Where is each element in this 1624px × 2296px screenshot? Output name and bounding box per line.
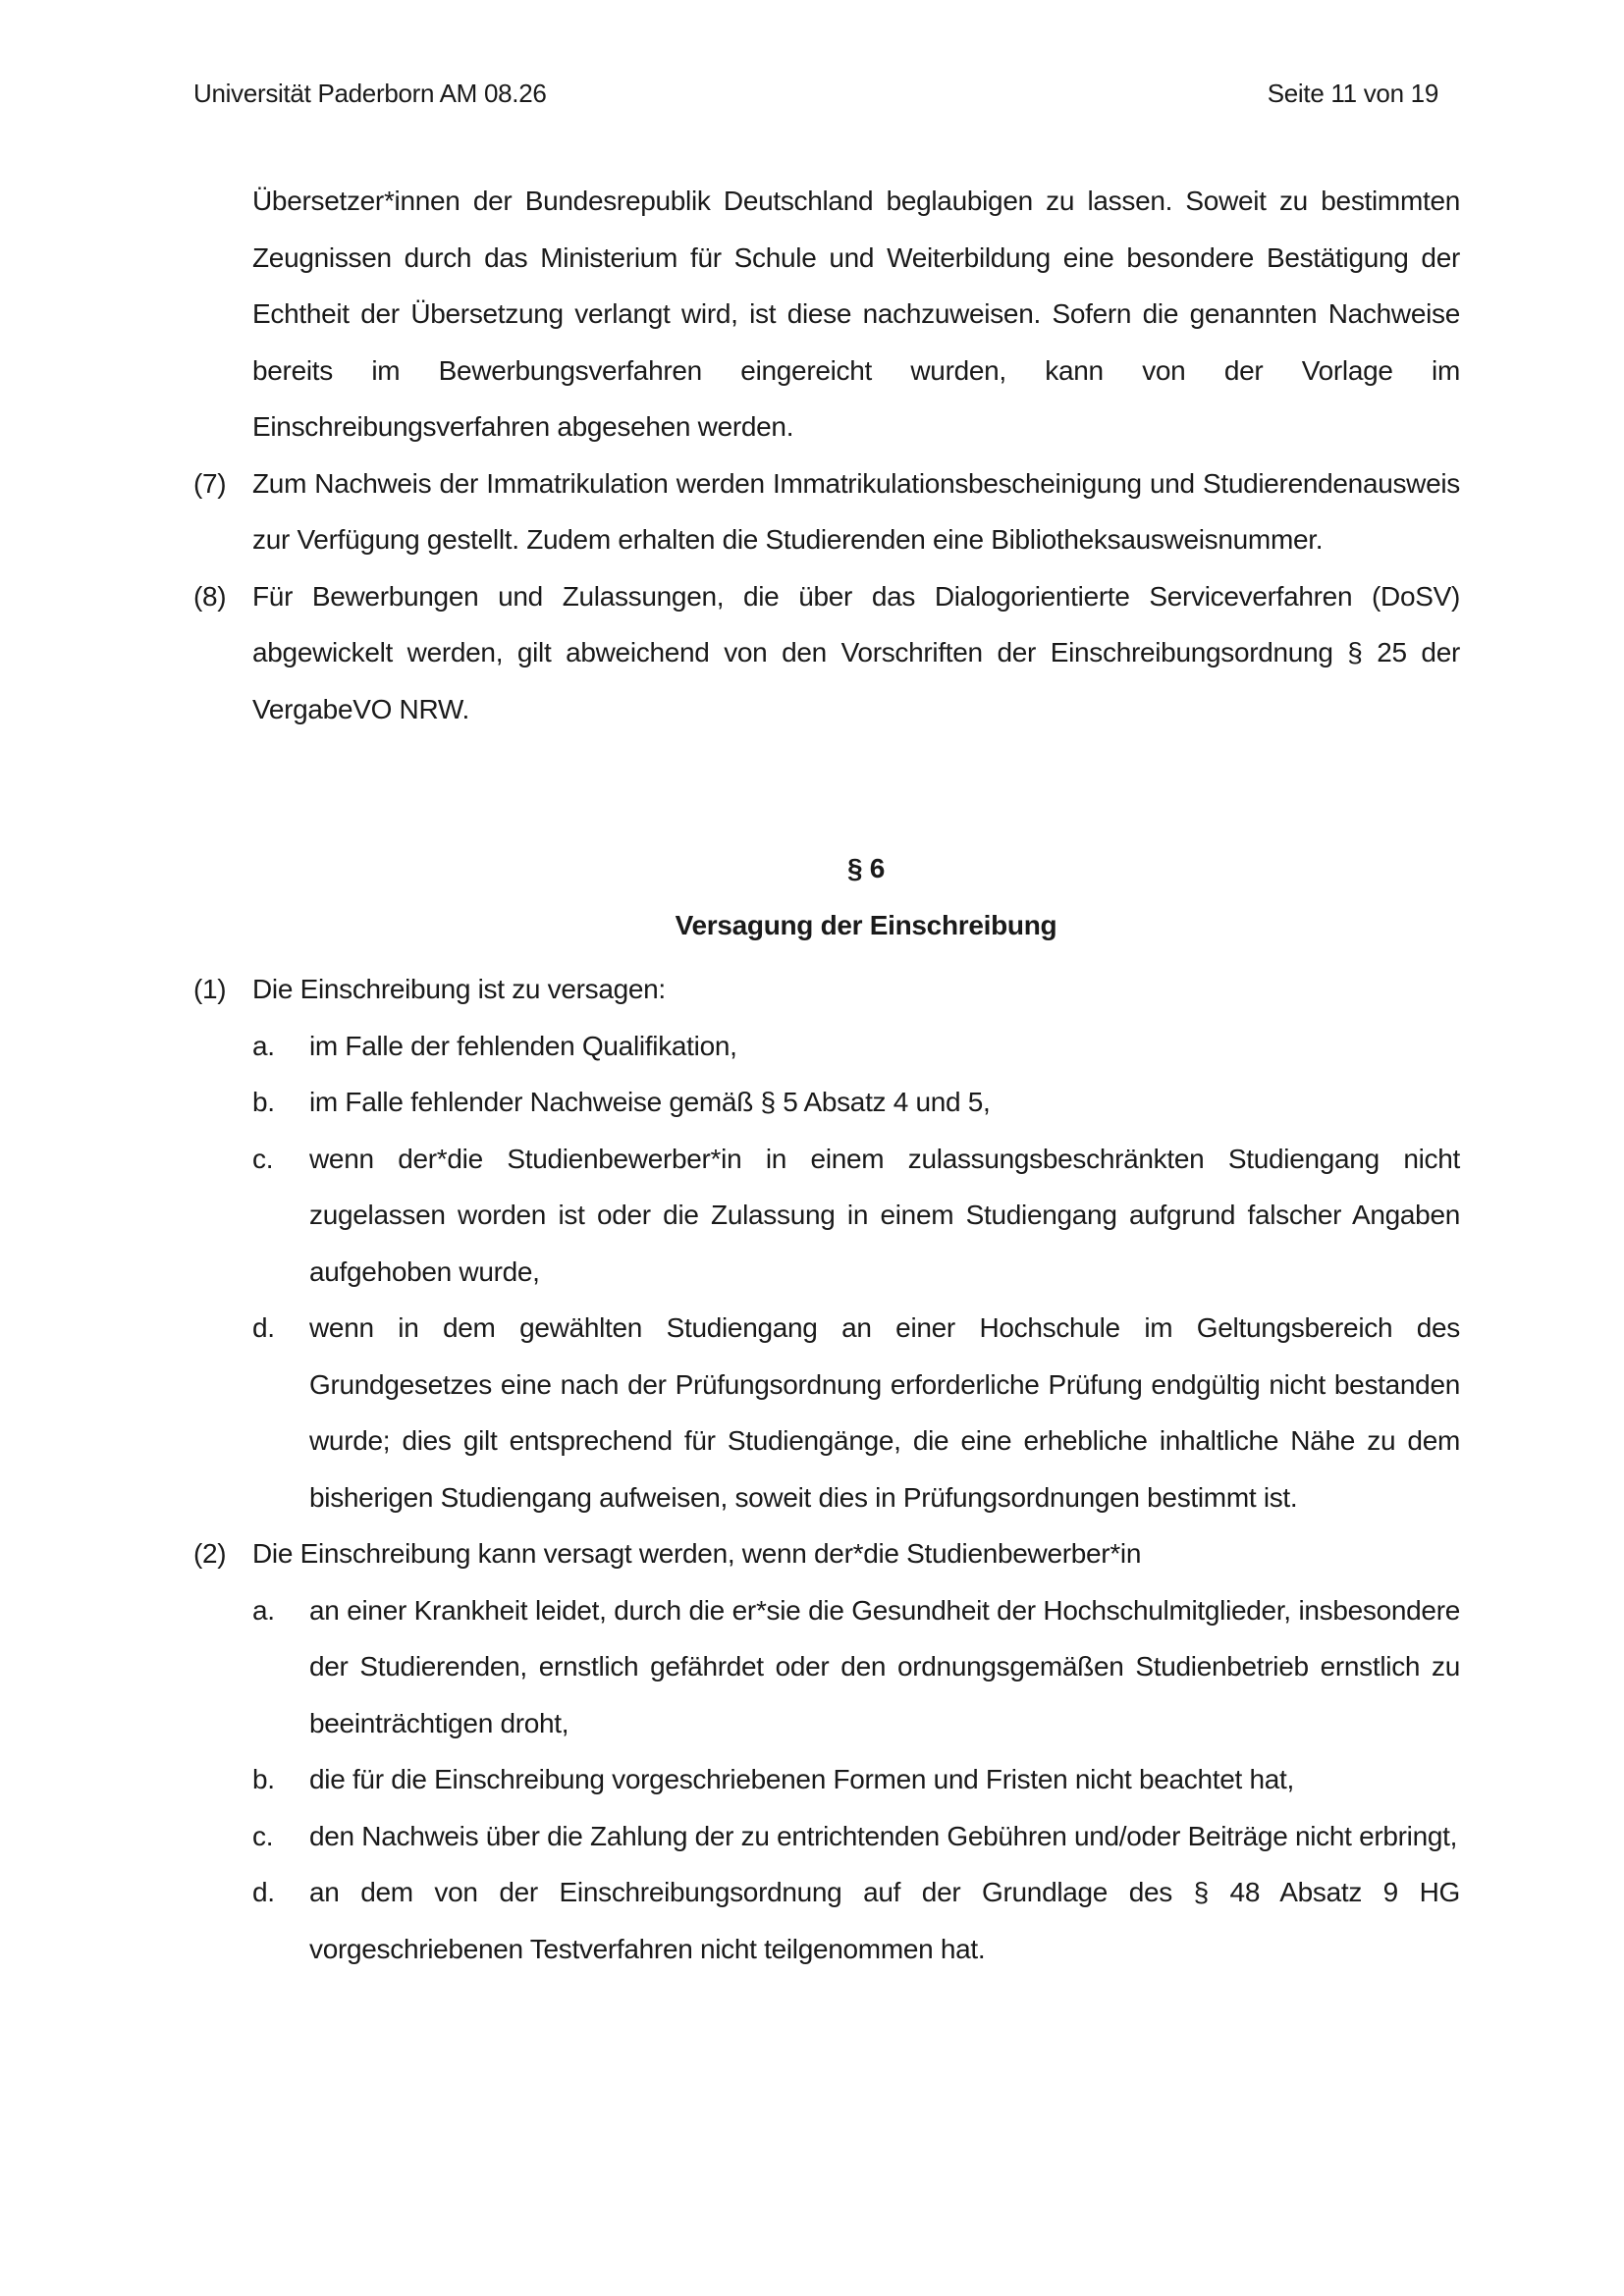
paragraph-number: (7) bbox=[193, 467, 227, 499]
sublist-1 bbox=[252, 1018, 1460, 1526]
list-item bbox=[252, 1074, 1460, 1131]
section-paragraph-2 bbox=[193, 1525, 1460, 1582]
section-title: Versagung der Einschreibung bbox=[675, 909, 1057, 940]
list-letter: b. bbox=[252, 1764, 275, 1794]
list-text: wenn der*die Studienbewerber*in in einem zulassungsbeschränkten Studiengang nicht zugelassen worden ist oder die Zulassung in einem Studiengang aufgrund falscher Angaben aufgehoben wurde, bbox=[309, 1143, 1460, 1287]
list-item bbox=[252, 1131, 1460, 1301]
list-text: wenn in dem gewählten Studiengang an einer Hochschule im Geltungsbereich des Grundgesetzes eine nach der Prüfungsordnung erforderliche Prüfung endgültig nicht bestanden wurde; dies gilt entsprechend für Studiengänge, die eine erhebliche inhaltliche Nähe zu dem bisherigen Studiengang aufweisen, soweit dies in Prüfungsordnungen bestimmt ist. bbox=[309, 1312, 1460, 1513]
list-item bbox=[252, 1018, 1460, 1075]
list-letter: c. bbox=[252, 1143, 274, 1174]
list-letter: d. bbox=[252, 1312, 275, 1343]
paragraph-number: (1) bbox=[193, 974, 227, 1004]
list-text: die für die Einschreibung vorgeschriebenen Formen und Fristen nicht beachtet hat, bbox=[309, 1764, 1294, 1794]
list-text: im Falle fehlender Nachweise gemäß § 5 Absatz 4 und 5, bbox=[309, 1087, 991, 1117]
paragraph-text: Die Einschreibung kann versagt werden, wenn der*die Studienbewerber*in bbox=[252, 1538, 1142, 1569]
paragraph-number: (2) bbox=[193, 1538, 227, 1569]
continuation-paragraph: Übersetzer*innen der Bundesrepublik Deutschland beglaubigen zu lassen. Soweit zu bestimmten Zeugnissen durch das Ministerium für Schule und Weiterbildung eine besondere Bestätigung der Echtheit der Übersetzung verlangt wird, ist diese nachzuweisen. Sofern die genannten Nachweise bereits im Bewerbungsverfahren eingereicht wurden, kann von der Vorlage im Einschreibungsverfahren abgesehen werden. bbox=[252, 186, 1460, 442]
list-item bbox=[252, 1751, 1460, 1808]
list-text: den Nachweis über die Zahlung der zu entrichtenden Gebühren und/oder Beiträge nicht erbringt, bbox=[309, 1820, 1458, 1851]
list-item bbox=[252, 1864, 1460, 1977]
list-letter: b. bbox=[252, 1087, 275, 1117]
paragraph-number: (8) bbox=[193, 580, 227, 612]
list-item bbox=[252, 1808, 1460, 1865]
sublist-2 bbox=[252, 1582, 1460, 1978]
paragraph-text: Für Bewerbungen und Zulassungen, die über das Dialogorientierte Serviceverfahren (DoSV) abgewickelt werden, gilt abweichend von den Vorschriften der Einschreibungsordnung § 25 der VergabeVO NRW. bbox=[252, 580, 1460, 724]
document-reference: Universität Paderborn AM 08.26 bbox=[193, 79, 547, 108]
page-header bbox=[193, 79, 1438, 109]
list-letter: a. bbox=[252, 1030, 275, 1061]
document-body bbox=[193, 173, 1460, 1977]
list-letter: d. bbox=[252, 1877, 275, 1907]
list-item bbox=[252, 1300, 1460, 1525]
list-letter: a. bbox=[252, 1594, 275, 1626]
list-text: an dem von der Einschreibungsordnung auf der Grundlage des § 48 Absatz 9 HG vorgeschriebenen Testverfahren nicht teilgenommen hat. bbox=[309, 1877, 1460, 1964]
page-number: Seite 11 von 19 bbox=[1267, 79, 1438, 108]
list-text: im Falle der fehlenden Qualifikation, bbox=[309, 1030, 737, 1061]
paragraph-text: Zum Nachweis der Immatrikulation werden Immatrikulationsbescheinigung und Studierendenausweis zur Verfügung gestellt. Zudem erhalten die Studierenden eine Bibliotheksausweisnummer. bbox=[252, 467, 1460, 555]
list-letter: c. bbox=[252, 1820, 274, 1851]
list-text: an einer Krankheit leidet, durch die er*sie die Gesundheit der Hochschulmitglieder, insbesondere der Studierenden, ernstlich gefährdet oder den ordnungsgemäßen Studienbetrieb ernstlich zu beeinträchtigen droht, bbox=[309, 1594, 1460, 1738]
list-item bbox=[252, 1582, 1460, 1752]
paragraph-7 bbox=[193, 455, 1460, 568]
section-sign: § 6 bbox=[846, 853, 886, 883]
paragraph-8 bbox=[193, 568, 1460, 738]
section-paragraph-1 bbox=[193, 961, 1460, 1018]
paragraph-text: Die Einschreibung ist zu versagen: bbox=[252, 974, 666, 1004]
